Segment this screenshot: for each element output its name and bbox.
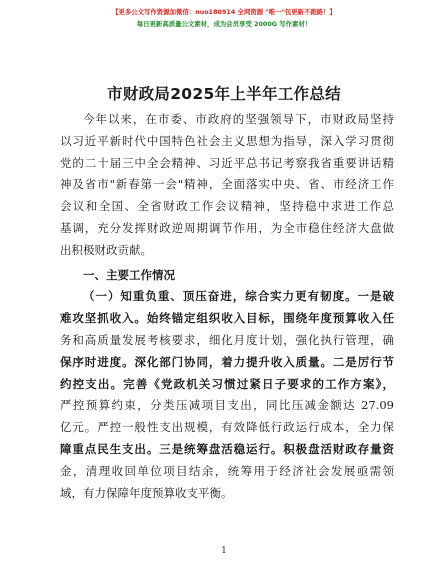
banner-line-2: 每日更新高质量公文素材，成为会员享受 2000G 写作素材！ [136,20,312,28]
point-label: 约控支出。 [60,376,124,391]
paragraph-line [60,286,394,308]
paragraph-line: 务和高质量发展考核要求，细化月度计划，强化执行管理，确 [60,332,394,347]
document-body [60,109,394,504]
paragraph-line: 今年以来，在市委、市政府的坚强领导下，市财政局坚持 [83,112,394,126]
bold-text: 保序时进度。 [60,354,135,369]
document-title: 市财政局2025年上半年工作总结 [107,85,341,103]
paragraph-line [60,439,394,461]
paragraph-line: 域，有力保障年度预算收支平衡。 [60,485,233,500]
subsection-heading: （一）知重负重、顶压奋进，综合实力更有韧度。 [83,289,358,304]
bold-text: 始终锚定组织收入目标，围绕年度预算收入任 [146,311,394,326]
paragraph-line: 神及省市"新春第一会"精神，全面落实中央、省、市经济工作 [60,177,394,192]
paragraph-line [60,352,394,374]
section-heading: 一、主要工作情况 [83,267,175,282]
promo-banner [0,6,448,30]
paragraph-line: 党的二十届三中全会精神、习近平总书记考察我省重要讲话精 [60,155,394,170]
paragraph-line [60,374,394,396]
paragraph-line: 基调，充分发挥财政逆周期调节作用，为全市稳住经济大盘做 [60,220,394,235]
bold-text: 完善《党政机关习惯过紧日子要求的工作方案》， [123,376,394,391]
page-number: 1 [221,546,227,556]
point-label: 二是厉行节 [332,354,395,369]
paragraph-line: 会议和全国、全省财政工作会议精神，坚持稳中求进工作总 [60,199,394,214]
point-label: 一是破 [357,289,395,304]
banner-line-1: 【更多公文写作资源加微信：nuo180914 全网资源 "唯一"包更新不跑路！】 [112,8,336,16]
bold-text: 障重点民生支出。 [60,441,160,456]
point-label: 三是统筹盘活稳运行。积极盘活财政存量资 [159,441,395,456]
paragraph-line: 以习近平新时代中国特色社会主义思想为指导，深入学习贯彻 [60,133,394,148]
paragraph-line: 亿元。严控一般性支出规模，有效降低行政运行成本，全力保 [60,420,394,435]
paragraph-line [60,308,394,330]
point-label: 难攻坚抓收入。 [60,311,147,326]
bold-text: 深化部门协同，着力提升收入质量。 [134,354,333,369]
paragraph-line: 出积极财政贡献。 [60,242,152,257]
paragraph-line: 金，清理收回单位项目结余，统筹用于经济社会发展亟需领 [60,463,394,478]
paragraph-line: 严控预算约束，分类压减项目支出，同比压减金额达 27.09 [60,398,394,413]
